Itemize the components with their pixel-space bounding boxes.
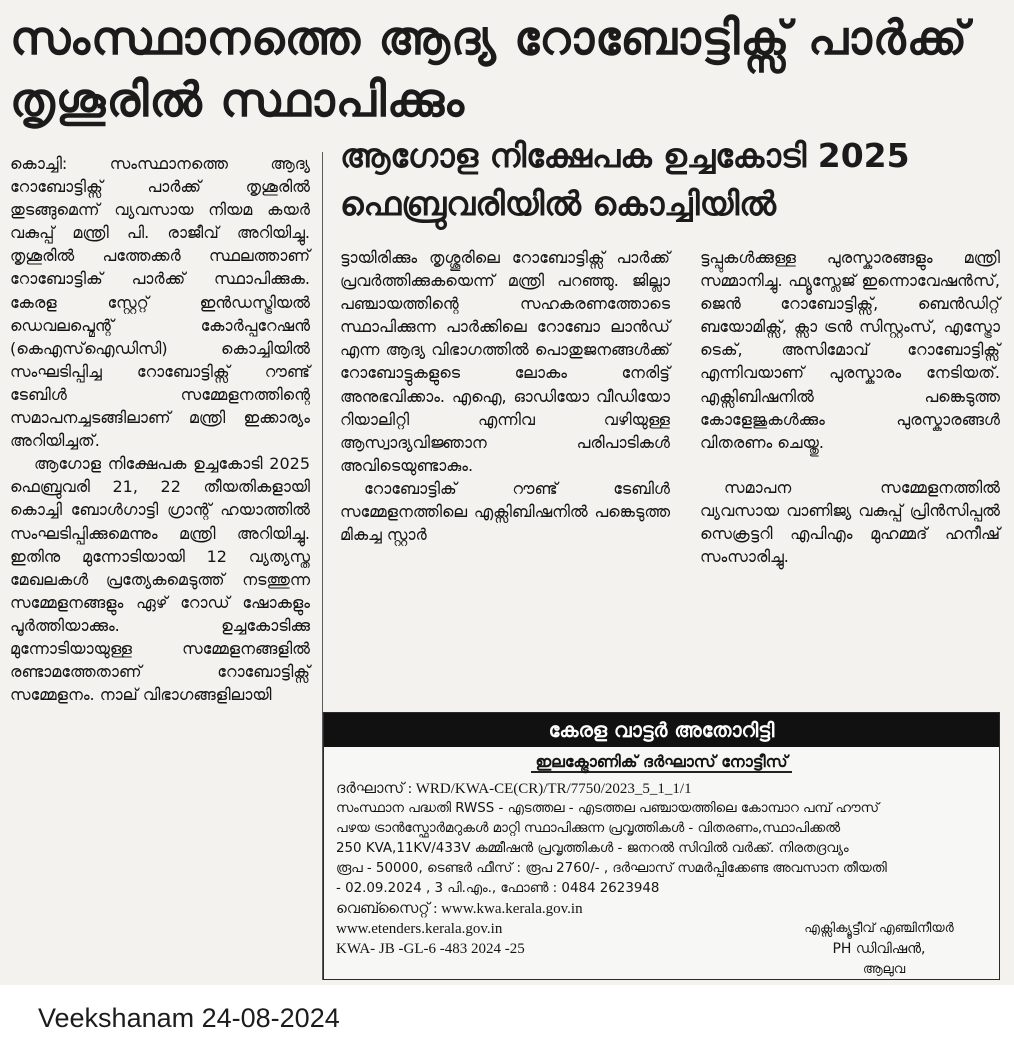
- col2-paragraph-2: റോബോട്ടിക് റൗണ്ട് ടേബിൾ സമ്മേളനത്തിലെ എക്സിബിഷനിൽ പങ്കെടുത്ത മികച്ച സ്റ്റാർ: [340, 478, 670, 545]
- col1-paragraph-2: ആഗോള നിക്ഷേപക ഉച്ചകോടി 2025 ഫെബ്രുവരി 21, 22 തീയതികളായി കൊച്ചി ബോൾഗാട്ടി ഗ്രാന്റ് ഹയാത്തിൽ സംഘടിപ്പിക്കുമെന്നും മന്ത്രി അറിയിച്ചു. ഇതിനു മുന്നോടിയായി 12 വ്യത്യസ്ത മേഖലകൾ പ്രത്യേകമെടുത്ത് നടത്തുന്ന സമ്മേളനങ്ങളും ഏഴ് റോഡ് ഷോകളും പൂർത്തിയാക്കും. ഉച്ചകോടിക്കു മുന്നോടിയായുള്ള സമ്മേളനങ്ങളിൽ രണ്ടാമത്തേതാണ് റോബോട്ടിക്സ് സമ്മേളനം. നാല് വിഭാഗങ്ങളിലായി: [10, 454, 310, 705]
- ad-division: PH ഡിവിഷൻ,: [832, 941, 926, 957]
- col3-paragraph-1: ട്ടപ്പുകൾക്കുള്ള പുരസ്കാരങ്ങളും മന്ത്രി സമ്മാനിച്ചു. ഫ്യൂസ്ലേജ് ഇന്നൊവേഷൻസ്, ജെൻ റോബോട്ടിക്സ്, ബെൻഡിറ്റ് ബയോമിക്സ്, ക്സാ ട്രൻ സിസ്റ്റംസ്, എസ്ട്രോ ടെക്, അസിമോവ് റോബോട്ടിക്സ് എന്നിവയാണ് പുരസ്കാരം നേടിയത്. എക്സിബിഷനിൽ പങ്കെടുത്ത കോളേജുകൾക്കും പുരസ്കാരങ്ങൾ വിതരണം ചെയ്തു.: [700, 248, 1000, 452]
- article-subheadline: ആഗോള നിക്ഷേപക ഉച്ചകോടി 2025 ഫെബ്രുവരിയിൽ കൊച്ചിയിൽ: [340, 136, 910, 223]
- ad-line: - 02.09.2024 , 3 പി.എം., ഫോൺ : 0484 2623948: [336, 881, 660, 896]
- ad-subtitle-text: ഇലക്ട്രോണിക് ദർഘാസ് നോട്ടീസ്: [531, 752, 791, 773]
- tender-notice-ad: [323, 712, 1000, 980]
- article-column-3: [700, 246, 1000, 568]
- article-column-2: [340, 246, 670, 546]
- ad-engineer-title: എക്സിക്യൂട്ടീവ് എഞ്ചിനീയർ: [804, 921, 954, 936]
- source-caption: Veekshanam 24-08-2024: [38, 1003, 340, 1033]
- col1-paragraph-1: കൊച്ചി: സംസ്ഥാനത്തെ ആദ്യ റോബോട്ടിക്സ് പാർക്ക് തൃശൂരിൽ തുടങ്ങുമെന്ന് വ്യവസായ നിയമ കയർ വകുപ്പ് മന്ത്രി പി. രാജീവ് അറിയിച്ചു. തൃശൂരിൽ പത്തേക്കർ സ്ഥലത്താണ് റോബോട്ടിക് പാർക്ക് സ്ഥാപിക്കുക. കേരള സ്റ്റേറ്റ് ഇൻഡസ്ട്രിയൽ ഡെവലപ്മെന്റ് കോർപ്പറേഷൻ (കെഎസ്ഐഡിസി) കൊച്ചിയിൽ സംഘടിപ്പിച്ച റോബോട്ടിക്സ് റൗണ്ട് ടേബിൾ സമ്മേളനത്തിന്റെ സമാപനച്ചടങ്ങിലാണ് മന്ത്രി ഇക്കാര്യം അറിയിച്ചത്.: [10, 154, 310, 451]
- ad-reference-code: KWA- JB -GL-6 -483 2024 -25: [336, 941, 525, 957]
- col3-paragraph-2: സമാപന സമ്മേളനത്തിൽ വ്യവസായ വാണിജ്യ വകുപ്പ് പ്രിൻസിപ്പൽ സെക്രട്ടറി എപിഎം മുഹമ്മദ് ഹനീഷ് സംസാരിച്ചു.: [700, 477, 1000, 567]
- ad-line: രൂപ - 50000, ടെണ്ടർ ഫീസ് : രൂപ 2760/- , ദർഘാസ് സമർപ്പിക്കേണ്ട അവസാന തീയതി: [336, 861, 887, 876]
- ad-line: പഴയ ട്രാൻസ്ഫോർമറുകൾ മാറ്റി സ്ഥാപിക്കുന്ന പ്രവൃത്തികൾ - വിതരണം,സ്ഥാപിക്കൽ: [336, 821, 841, 836]
- ad-subtitle: [324, 751, 999, 773]
- ad-line: 250 KVA,11KV/433V കമ്മീഷൻ പ്രവൃത്തികൾ - ജനറൽ സിവിൽ വർക്ക്. നിരതദ്രവ്യം: [336, 841, 849, 856]
- ad-title: കേരള വാട്ടർ അതോറിട്ടി: [324, 713, 999, 747]
- ad-place: ആലുവ: [862, 962, 906, 977]
- ad-website-2: www.etenders.kerala.gov.in: [336, 921, 503, 937]
- article-headline: സംസ്ഥാനത്തെ ആദ്യ റോബോട്ടിക്സ് പാർക്ക് തൃശൂരിൽ സ്ഥാപിക്കും: [10, 11, 969, 128]
- col2-paragraph-1: ട്ടായിരിക്കും തൃശ്ശൂരിലെ റോബോട്ടിക്സ് പാർക്ക് പ്രവർത്തിക്കുകയെന്ന് മന്ത്രി പറഞ്ഞു. ജില്ലാ പഞ്ചായത്തിന്റെ സഹകരണത്തോടെ സ്ഥാപിക്കുന്ന പാർക്കിലെ റോബോ ലാൻഡ് എന്ന ആദ്യ വിഭാഗത്തിൽ പൊതുജനങ്ങൾക്ക് റോബോട്ടുകളുടെ ലോകം നേരിട്ട് അനുഭവിക്കാം. എഐ, ഓഡിയോ വീഡിയോ റിയാലിറ്റി എന്നിവ വഴിയുള്ള ആസ്വാദ്യവിജ്ഞാന പരിപാടികൾ അവിടെയുണ്ടാകും.: [340, 248, 670, 475]
- article-column-1: [10, 152, 310, 706]
- ad-line: സംസ്ഥാന പദ്ധതി RWSS - എടത്തല - എടത്തല പഞ്ചായത്തിലെ കോമ്പാറ പമ്പ് ഹൗസ്: [336, 801, 879, 816]
- ad-tender-number: ദർഘാസ് : WRD/KWA-CE(CR)/TR/7750/2023_5_1_1/1: [336, 781, 692, 797]
- ad-website-1: വെബ്സൈറ്റ് : www.kwa.kerala.gov.in: [336, 901, 583, 917]
